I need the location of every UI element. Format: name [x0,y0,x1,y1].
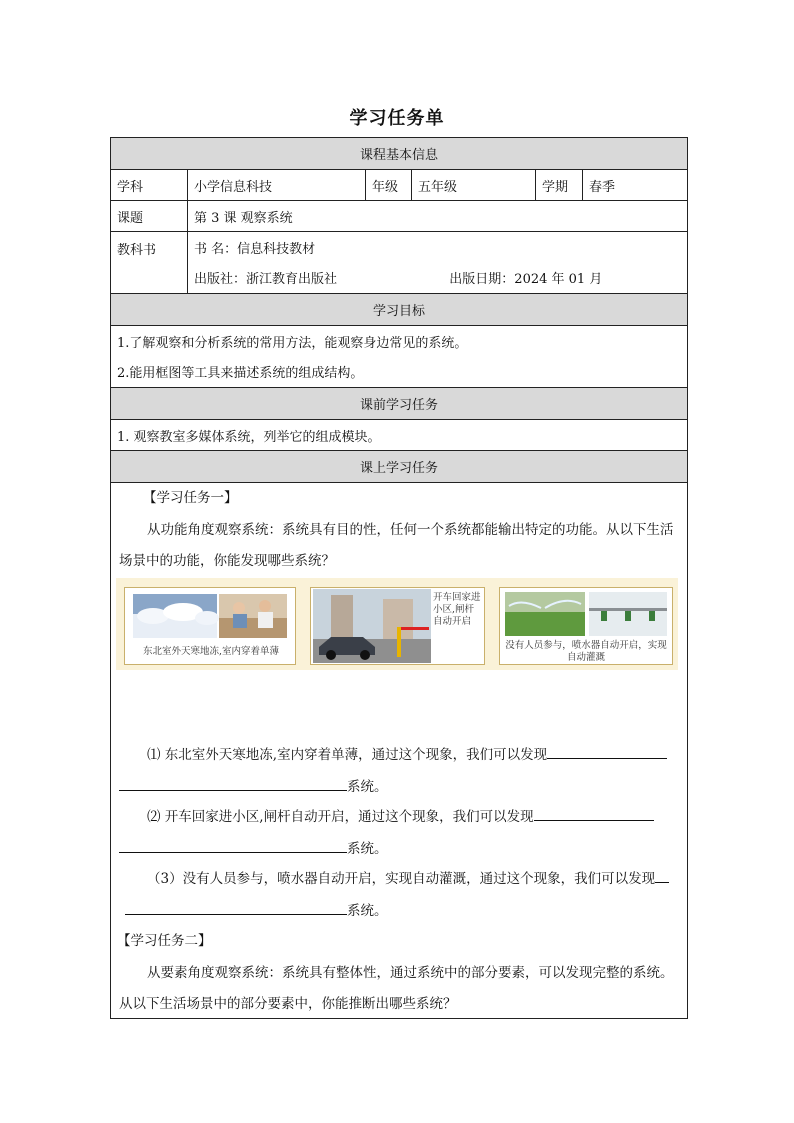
lesson-value: 第 3 课 观察系统 [188,201,688,232]
task2-text: 从要素角度观察系统：系统具有整体性，通过系统中的部分要素，可以发现完整的系统。从以下生活场景中的部分要素中，你能推断出哪些系统？ [119,965,674,1012]
textbook-label: 教科书 [111,232,188,294]
inclass-task-area [111,483,688,1019]
suffix-text: 系统。 [347,903,388,919]
page-title: 学习任务单 [349,108,445,129]
answer-blank[interactable] [547,742,667,759]
publish-date: 出版日期：2024 年 01 月 [449,272,603,288]
scene-photo-winter [124,587,296,665]
answer-blank[interactable] [534,804,654,821]
scene-image-strip [116,578,678,670]
question-1-line [119,740,681,771]
answer-blank[interactable] [119,774,347,791]
question-3-end [125,896,679,927]
textbook-name: 书 名：信息科技教材 [188,232,688,263]
scene-caption-winter: 东北室外天寒地冻,室内穿着单薄 [142,646,280,657]
grade-label: 年级 [366,170,412,201]
answer-blank[interactable] [655,866,669,883]
question-2-line [119,802,681,833]
suffix-text: 系统。 [347,841,388,857]
textbook-publisher-row [188,263,688,294]
answer-blank[interactable] [119,836,347,853]
task2-title: 【学习任务二】 [117,933,212,949]
subject-value: 小学信息科技 [188,170,366,201]
question-3-line [119,864,681,895]
publisher: 出版社：浙江教育出版社 [194,272,338,288]
term-value: 春季 [583,170,688,201]
section-header-inclass: 课上学习任务 [111,451,688,483]
question-3: （3）没有人员参与，喷水器自动开启，实现自动灌溉，通过这个现象，我们可以发现 [147,871,656,887]
scene-caption-sprinkler: 没有人员参与，喷水器自动开启，实现自动灌溉 [505,640,667,663]
section-header-basic: 课程基本信息 [111,138,688,170]
scene-photo-gate [310,587,485,665]
suffix-text: 系统。 [347,779,388,795]
goal-item: 2.能用框图等工具来描述系统的组成结构。 [111,357,688,388]
subject-label: 学科 [111,170,188,201]
lesson-label: 课题 [111,201,188,232]
question-1: ⑴ 东北室外天寒地冻,室内穿着单薄，通过这个现象，我们可以发现 [147,747,548,763]
scene-photo-sprinkler [499,587,673,665]
answer-blank[interactable] [125,898,347,915]
grade-value: 五年级 [412,170,536,201]
task-sheet-table [110,137,688,1019]
section-header-goals: 学习目标 [111,294,688,326]
scene-caption-gate: 开车回家进小区,闸杆自动开启 [433,592,481,627]
term-label: 学期 [536,170,583,201]
goal-item: 1.了解观察和分析系统的常用方法，能观察身边常见的系统。 [111,326,688,357]
section-header-pre: 课前学习任务 [111,388,688,420]
question-1-end [119,772,679,803]
task1-title: 【学习任务一】 [143,490,238,506]
question-2: ⑵ 开车回家进小区,闸杆自动开启，通过这个现象，我们可以发现 [147,809,534,825]
pre-task-item: 1. 观察教室多媒体系统，列举它的组成模块。 [111,420,688,451]
question-2-end [119,834,679,865]
task1-text: 从功能角度观察系统：系统具有目的性，任何一个系统都能输出特定的功能。从以下生活场景中的功能，你能发现哪些系统？ [119,522,674,569]
